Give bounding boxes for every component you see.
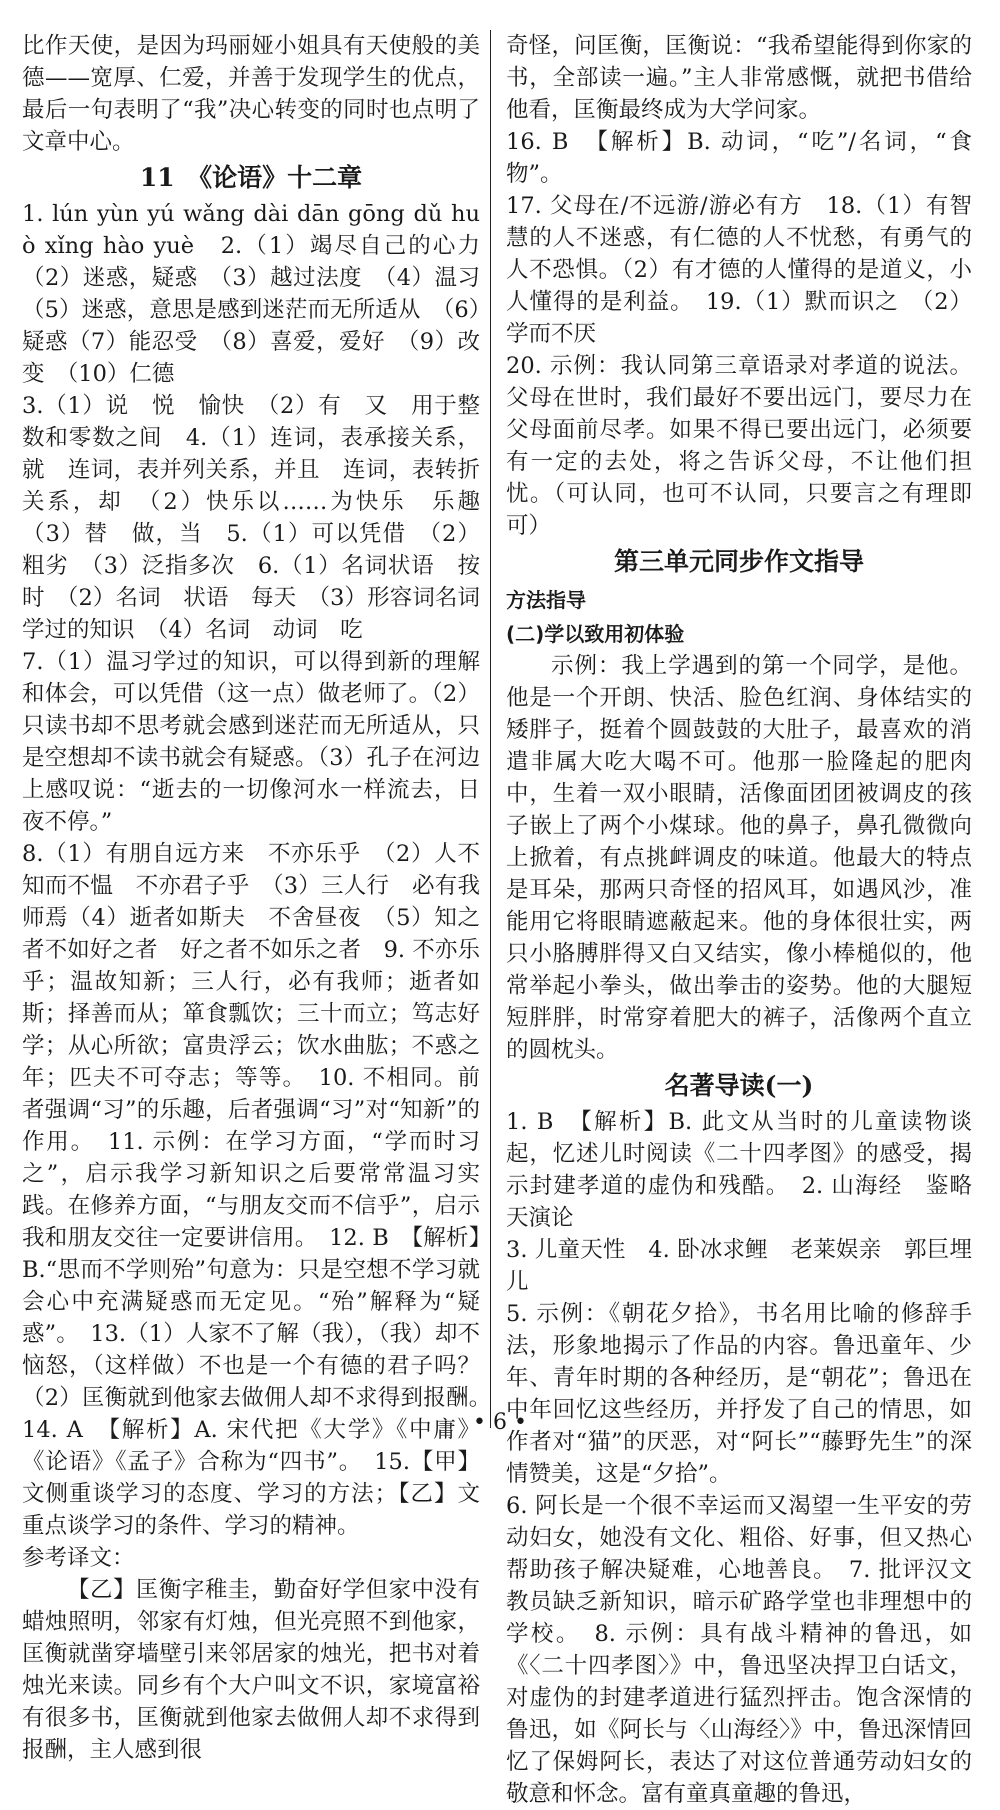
- section-title-lunyu: 11 《论语》十二章: [139, 163, 363, 192]
- answer-paragraph: 3.（1）说 悦 愉快 （2）有 又 用于整数和零数之间 4.（1）连词，表承接关系，就 连词，表并列关系，并且 连词，表转折关系，却 （2）快乐以……为快乐 乐趣 （3）替 做，当 5.（1）可以凭借 （2）粗劣 （3）泛指多次 6.（1）名词状语 按时 （2）名词 状语 每天 （3）形容词名词 学过的知识 （4）名词 动词 吃: [22, 393, 503, 643]
- page-number: • 6 •: [473, 1410, 527, 1435]
- answer-paragraph: 7.（1）温习学过的知识，可以得到新的理解和体会，可以凭借（这一点）做老师了。（2）只读书却不思考就会感到迷茫而无所适从，只是空想却不读书就会有疑惑。（3）孔子在河边上感叹说：“逝去的一切像河水一样流去，日夜不停。”: [22, 649, 480, 835]
- essay-paragraph: 示例：我上学遇到的第一个同学，是他。他是一个开朗、快活、脸色红润、身体结实的矮胖子，挺着个圆鼓鼓的大肚子，最喜欢的消遣非属大吃大喝不可。他那一脸隆起的肥肉中，生着一双小眼睛，活像面团团被调皮的孩子嵌上了两个小煤球。他的鼻子，鼻孔微微向上掀着，有点挑衅调皮的味道。他最大的特点是耳朵，那两只奇怪的招风耳，如遇风沙，准能用它将眼睛遮蔽起来。他的身体很壮实，两只小胳膊胖得又白又结实，像小棒槌似的，他常举起小拳头，做出拳击的姿势。他的大腿短短胖胖，时常穿着肥大的裤子，活像两个直立的圆枕头。: [506, 653, 972, 1063]
- answer-paragraph: 3. 儿童天性 4. 卧冰求鲤 老莱娱亲 郭巨埋儿: [506, 1237, 972, 1295]
- translation-paragraph: 【乙】匡衡字稚圭，勤奋好学但家中没有蜡烛照明，邻家有灯烛，但光亮照不到他家，匡衡就凿穿墙壁引来邻居家的烛光，把书对着烛光来读。同乡有个大户叫文不识，家境富裕有很多书，匡衡就到他家去做佣人却不求得到报酬，主人感到很: [22, 1577, 480, 1763]
- right-column: [506, 30, 995, 1810]
- answer-paragraph: 5. 示例：《朝花夕拾》，书名用比喻的修辞手法，形象地揭示了作品的内容。鲁迅童年、少年、青年时期的各种经历，是“朝花”；鲁迅在中年回忆这些经历，并抒发了自己的情思，如作者对“猫”的厌恶，对“阿长”“藤野先生”的深情赞美，这是“夕拾”。: [506, 1301, 972, 1487]
- subheading: (二)学以致用初体验: [506, 622, 685, 646]
- translation-continued: 奇怪，问匡衡，匡衡说：“我希望能得到你家的书，全部读一遍。”主人非常感慨，就把书借给他看，匡衡最终成为大学问家。: [506, 33, 972, 123]
- intro-paragraph: 比作天使，是因为玛丽娅小姐具有天使般的美德——宽厚、仁爱，并善于发现学生的优点，最后一句表明了“我”决心转变的同时也点明了文章中心。: [22, 33, 480, 155]
- answer-paragraph: 16. B 【解析】B. 动词，“吃”/名词，“食物”。: [506, 129, 972, 187]
- answer-paragraph: 1. B 【解析】B. 此文从当时的儿童读物谈起，忆述儿时阅读《二十四孝图》的感受，揭示封建孝道的虚伪和残酷。 2. 山海经 鉴略 天演论: [506, 1109, 995, 1231]
- translation-label: 参考译文：: [22, 1545, 135, 1571]
- answer-paragraph: 1. lún yùn yú wǎng dài dān gōng dǔ huò xǐng hào yuè 2.（1）竭尽自己的心力（2）迷惑，疑惑 （3）越过法度 （4）温习 （5）迷惑，意思是感到迷茫而无所适从 （6）疑惑（7）能忍受 （8）喜爱，爱好 （9）改变 （10）仁德: [22, 201, 503, 387]
- section-title-writing: 第三单元同步作文指导: [613, 547, 864, 576]
- answer-paragraph: 17. 父母在/不远游/游必有方 18.（1）有智慧的人不迷惑，有仁德的人不忧愁，有勇气的人不恐惧。（2）有才德的人懂得的是道义，小人懂得的是利益。 19.（1）默而识之 （2）学而不厌: [506, 193, 972, 347]
- method-label: 方法指导: [506, 588, 586, 612]
- left-column: [22, 30, 503, 1766]
- answer-paragraph: 20. 示例：我认同第三章语录对孝道的说法。父母在世时，我们最好不要出远门，要尽力在父母面前尽孝。如果不得已要出远门，必须要有一定的去处，将之告诉父母，不让他们担忧。（可认同，也可不认同，只要言之有理即可）: [506, 353, 972, 539]
- answer-paragraph: 8.（1）有朋自远方来 不亦乐乎 （2）人不知而不愠 不亦君子乎 （3）三人行 必有我师焉（4）逝者如斯夫 不舍昼夜 （5）知之者不如好之者 好之者不如乐之者 9. 不亦乐乎；温故知新；三人行，必有我师；逝者如斯；择善而从；箪食瓢饮；三十而立；笃志好学；从心所欲；富贵浮云；饮水曲肱；不惑之年；匹夫不可夺志；等等。 10. 不相同。前者强调“习”的乐趣，后者强调“习”对“知新”的作用。 11. 示例：在学习方面，“学而时习之”，启示我学习新知识之后要常常温习实践。在修养方面，“与朋友交而不信乎”，启示我和朋友交往一定要讲信用。 12. B 【解析】B.“思而不学则殆”句意为：只是空想不学习就会心中充满疑惑而无定见。“殆”解释为“疑惑”。 13.（1）人家不了解（我），（我）却不恼怒，（这样做）不也是一个有德的君子吗？（2）匡衡就到他家去做佣人却不求得到报酬。 14. A 【解析】A. 宋代把《大学》《中庸》《论语》《孟子》合称为“四书”。 15.【甲】文侧重谈学习的态度、学习的方法；【乙】文重点谈学习的条件、学习的精神。: [22, 841, 503, 1539]
- section-title-classics: 名著导读(一): [664, 1071, 814, 1100]
- answer-paragraph: 6. 阿长是一个很不幸运而又渴望一生平安的劳动妇女，她没有文化、粗俗、好事，但又热心帮助孩子解决疑难，心地善良。 7. 批评汉文教员缺乏新知识，暗示矿路学堂也非理想中的学校。 8. 示例：具有战斗精神的鲁迅，如《〈二十四孝图〉》中，鲁迅坚决捍卫白话文，对虚伪的封建孝道进行猛烈抨击。饱含深情的鲁迅，如《阿长与〈山海经〉》中，鲁迅深情回忆了保姆阿长，表达了对这位普通劳动妇女的敬意和怀念。富有童真童趣的鲁迅，: [506, 1493, 972, 1807]
- column-divider: [490, 30, 491, 1428]
